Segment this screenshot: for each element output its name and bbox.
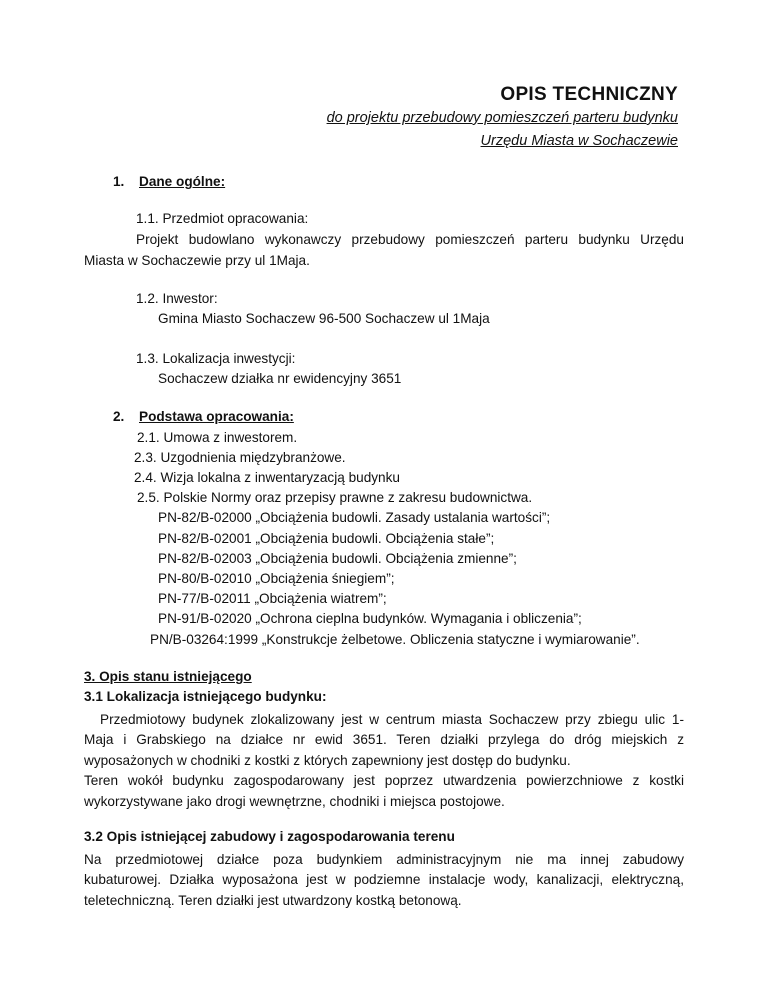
section3-1-line: Maja i Grabskiego na działce nr ewid 3651. Teren działki przylega do dróg miejskich z xyxy=(84,732,684,748)
section1-1-line1: Projekt budowlano wykonawczy przebudowy pomieszczeń parteru budynku Urzędu xyxy=(136,232,684,247)
section3-1-line: Teren wokół budynku zagospodarowany jest poprzez utwardzenia powierzchniowe z kostki xyxy=(84,773,684,789)
section1-1-text xyxy=(84,230,684,271)
section3-2-heading: 3.2 Opis istniejącej zabudowy i zagospodarowania terenu xyxy=(84,829,455,844)
section3-2-line: teletechniczną. Teren działki jest utwardzony kostką betonową. xyxy=(84,892,462,908)
document-title: OPIS TECHNICZNY xyxy=(500,84,678,105)
section3-1-line: Przedmiotowy budynek zlokalizowany jest w centrum miasta Sochaczew przy zbiegu ulic 1- xyxy=(100,712,684,727)
section2-number: 2. xyxy=(113,409,125,424)
section2-heading: Podstawa opracowania: xyxy=(139,409,294,424)
section2-item: 2.4. Wizja lokalna z inwentaryzacją budynku xyxy=(134,470,400,485)
section3-2-text xyxy=(84,850,684,911)
norm-item: PN-82/B-02000 „Obciążenia budowli. Zasady ustalania wartości”; xyxy=(158,510,551,525)
section1-2-label: 1.2. Inwestor: xyxy=(136,291,218,306)
section3-1-heading: 3.1 Lokalizacja istniejącego budynku: xyxy=(84,689,327,704)
document-subtitle-line2: Urzędu Miasta w Sochaczewie xyxy=(480,133,678,149)
norm-item: PN-91/B-02020 „Ochrona cieplna budynków. Wymagania i obliczenia”; xyxy=(158,611,582,626)
section1-heading: Dane ogólne: xyxy=(139,174,226,189)
section3-2-line: kubaturowej. Działka wyposażona jest w podziemne instalacje wody, kanalizacji, elektryczną, xyxy=(84,872,684,888)
section1-1-line2: Miasta w Sochaczewie przy ul 1Maja. xyxy=(84,252,310,268)
section3-1-text xyxy=(84,710,684,812)
norm-item: PN-82/B-02003 „Obciążenia budowli. Obciążenia zmienne”; xyxy=(158,551,517,566)
section1-3-text: Sochaczew działka nr ewidencyjny 3651 xyxy=(158,371,402,386)
section2-item: 2.5. Polskie Normy oraz przepisy prawne z zakresu budownictwa. xyxy=(137,490,533,505)
section1-1-label: 1.1. Przedmiot opracowania: xyxy=(136,211,309,226)
norm-item: PN-80/B-02010 „Obciążenia śniegiem”; xyxy=(158,571,395,586)
section1-3-label: 1.3. Lokalizacja inwestycji: xyxy=(136,351,296,366)
section1-2-text: Gmina Miasto Sochaczew 96-500 Sochaczew ul 1Maja xyxy=(158,311,490,326)
norm-item: PN-82/B-02001 „Obciążenia budowli. Obciążenia stałe”; xyxy=(158,531,495,546)
document-subtitle-line1: do projektu przebudowy pomieszczeń parteru budynku xyxy=(326,110,678,126)
section2-item: 2.3. Uzgodnienia międzybranżowe. xyxy=(134,450,346,465)
norm-item: PN-77/B-02011 „Obciążenia wiatrem”; xyxy=(158,591,387,606)
section3-heading: 3. Opis stanu istniejącego xyxy=(84,669,252,684)
section3-2-line: Na przedmiotowej działce poza budynkiem administracyjnym nie ma innej zabudowy xyxy=(84,852,684,867)
section1-number: 1. xyxy=(113,174,125,189)
section3-1-line: wykorzystywane jako drogi wewnętrzne, chodniki i miejsca postojowe. xyxy=(84,793,505,809)
norm-item: PN/B-03264:1999 „Konstrukcje żelbetowe. Obliczenia statyczne i wymiarowanie”. xyxy=(150,632,640,647)
section2-item: 2.1. Umowa z inwestorem. xyxy=(137,430,298,445)
section3-1-line: wyposażonych w chodniki z kostki z których zapewniony jest dostęp do budynku. xyxy=(84,752,571,768)
